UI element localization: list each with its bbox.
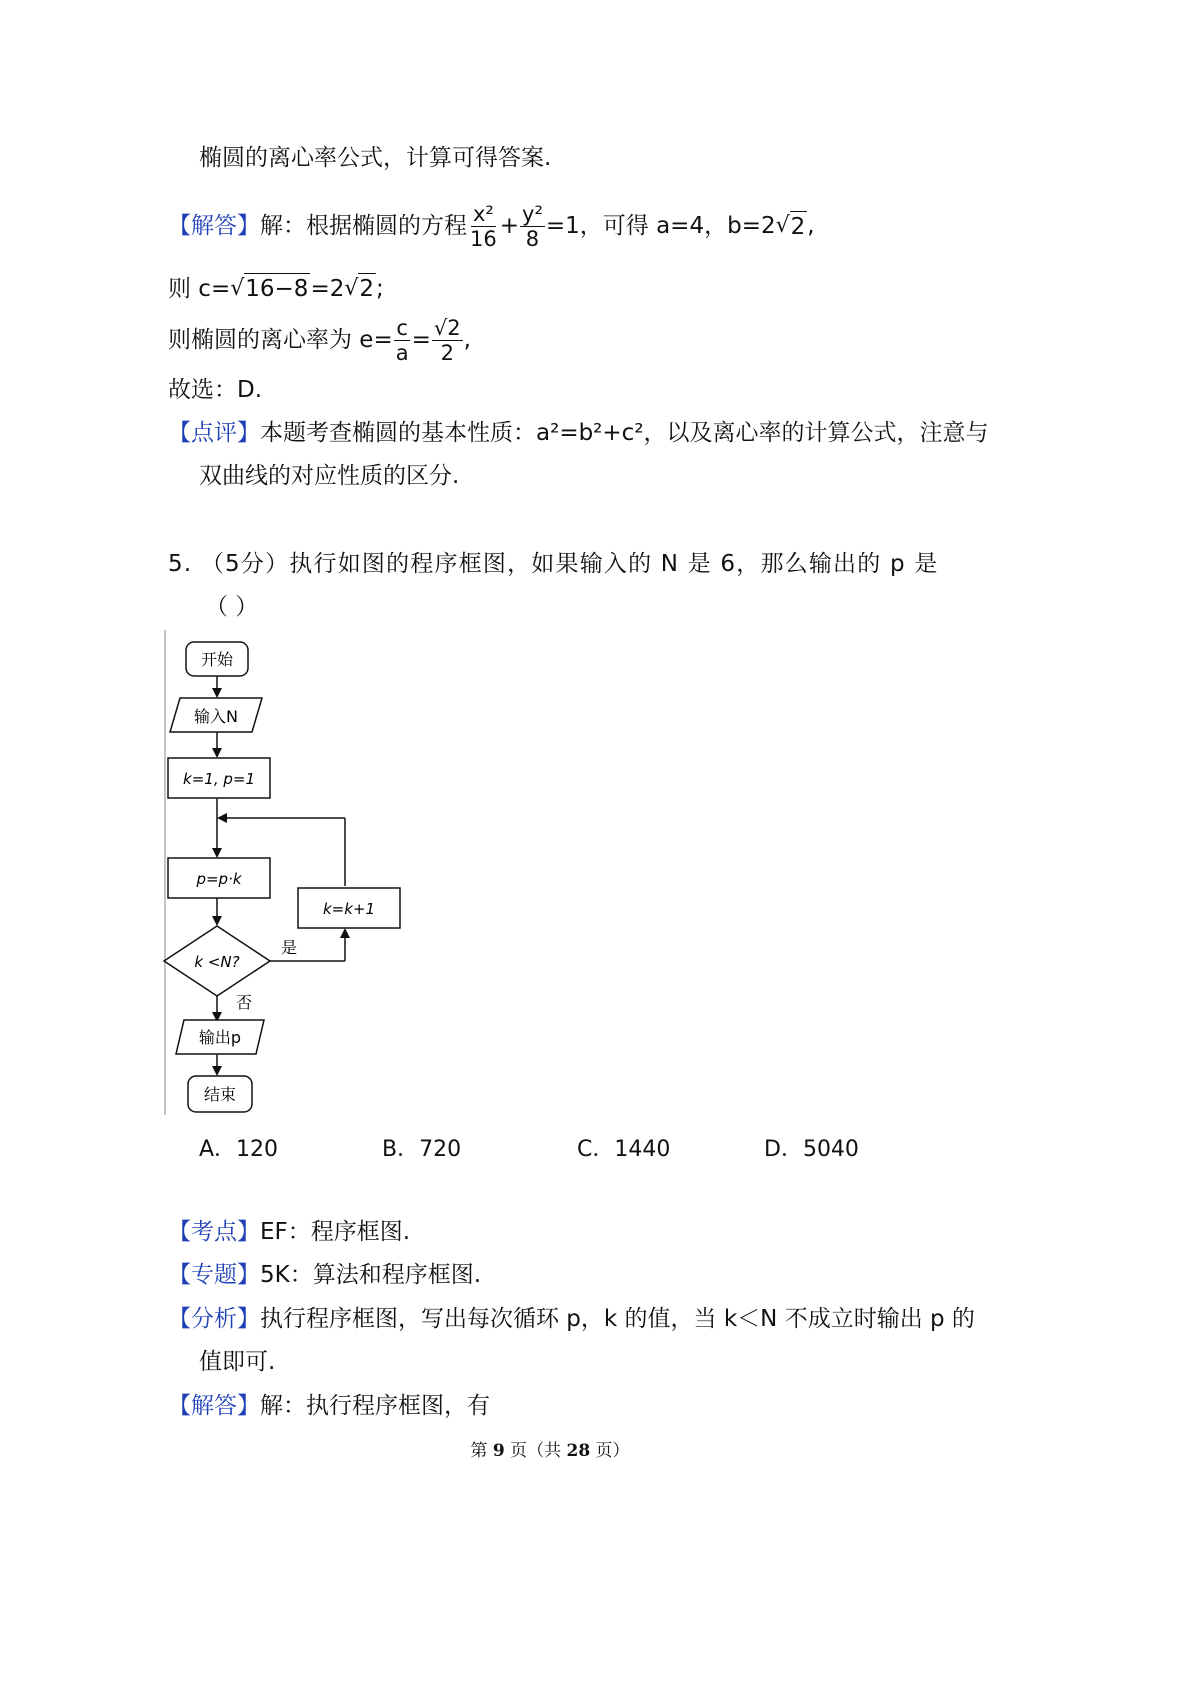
option-c: C．1440 — [577, 1137, 671, 1162]
flowchart — [160, 630, 420, 1120]
solution-tag: 【解答】 — [168, 213, 260, 239]
question-text: 5. （5分）执行如图的程序框图，如果输入的 N 是 6，那么输出的 p 是 — [168, 551, 939, 577]
c-line: 则 c= √ 16−8 =2 √ 2 ; — [168, 273, 384, 304]
analysis-line: 【分析】执行程序框图，写出每次循环 p，k 的值，当 k＜N 不成立时输出 p 的 — [168, 1306, 975, 1332]
flow-no-label: 否 — [235, 993, 253, 1012]
comment-tag: 【点评】 — [168, 420, 260, 446]
page-number: 9 — [492, 1441, 505, 1461]
analysis-tag: 【分析】 — [168, 1306, 260, 1332]
flow-start-label: 开始 — [200, 650, 234, 669]
sqrt-symbol: √ — [775, 213, 790, 238]
option-b: B．720 — [382, 1137, 462, 1162]
e-line: 则椭圆的离心率为 e= $\frac{c}{a}$ = $\frac{√2}{2}$ , — [168, 315, 471, 365]
fraction-y: $\frac{\text{y²}}{8}$ — [522, 201, 543, 251]
sqrt-symbol: √ — [344, 275, 359, 301]
sqrt-symbol: √ — [230, 275, 245, 301]
knowledge-point-line: 【考点】EF：程序框图. — [168, 1219, 411, 1245]
solution-line-1: 【解答】 解：根据椭圆的方程 $\frac{\text{x²}}{16}$ + $\frac{\text{y²}}{8}$ =1，可得 a=4，b=2 √ 2 , — [168, 201, 815, 251]
topic-line: 【专题】5K：算法和程序框图. — [168, 1262, 482, 1288]
flow-input-label: 输入N — [194, 707, 238, 726]
fraction-x: $\frac{\text{x²}}{16}$ — [470, 201, 497, 251]
question-paren: （ ） — [205, 594, 259, 620]
page-footer: 第 9 页（共 28 页） — [470, 1441, 630, 1461]
flow-init-label: k=1, p=1 — [183, 770, 255, 788]
page-total: 28 — [566, 1441, 591, 1461]
fraction-root2-2: $\frac{√2}{2}$ — [433, 315, 461, 365]
solution-line-2: 【解答】解：执行程序框图，有 — [168, 1393, 490, 1419]
flow-yes-label: 是 — [280, 938, 298, 957]
fraction-c-a: $\frac{c}{a}$ — [395, 315, 409, 365]
comment-line-2: 双曲线的对应性质的区分. — [199, 463, 460, 489]
option-a: A．120 — [199, 1137, 279, 1162]
analysis-line-2: 值即可. — [199, 1349, 276, 1375]
solution-tag-2: 【解答】 — [168, 1393, 260, 1419]
solution-text-pre: 解：根据椭圆的方程 — [260, 213, 467, 239]
flow-output-label: 输出p — [198, 1028, 242, 1047]
line-continuation: 椭圆的离心率公式，计算可得答案. — [199, 145, 552, 171]
choice-line: 故选：D. — [168, 377, 263, 403]
flow-condition-label: k <N? — [194, 953, 240, 971]
comment-line: 【点评】本题考查椭圆的基本性质：a²=b²+c²，以及离心率的计算公式，注意与 — [168, 420, 989, 446]
knowledge-point-tag: 【考点】 — [168, 1219, 260, 1245]
flow-end-label: 结束 — [203, 1085, 237, 1104]
option-d: D．5040 — [764, 1137, 859, 1162]
flow-increment-label: k=k+1 — [322, 900, 376, 918]
flow-assign-label: p=p·k — [196, 870, 242, 888]
topic-tag: 【专题】 — [168, 1262, 260, 1288]
